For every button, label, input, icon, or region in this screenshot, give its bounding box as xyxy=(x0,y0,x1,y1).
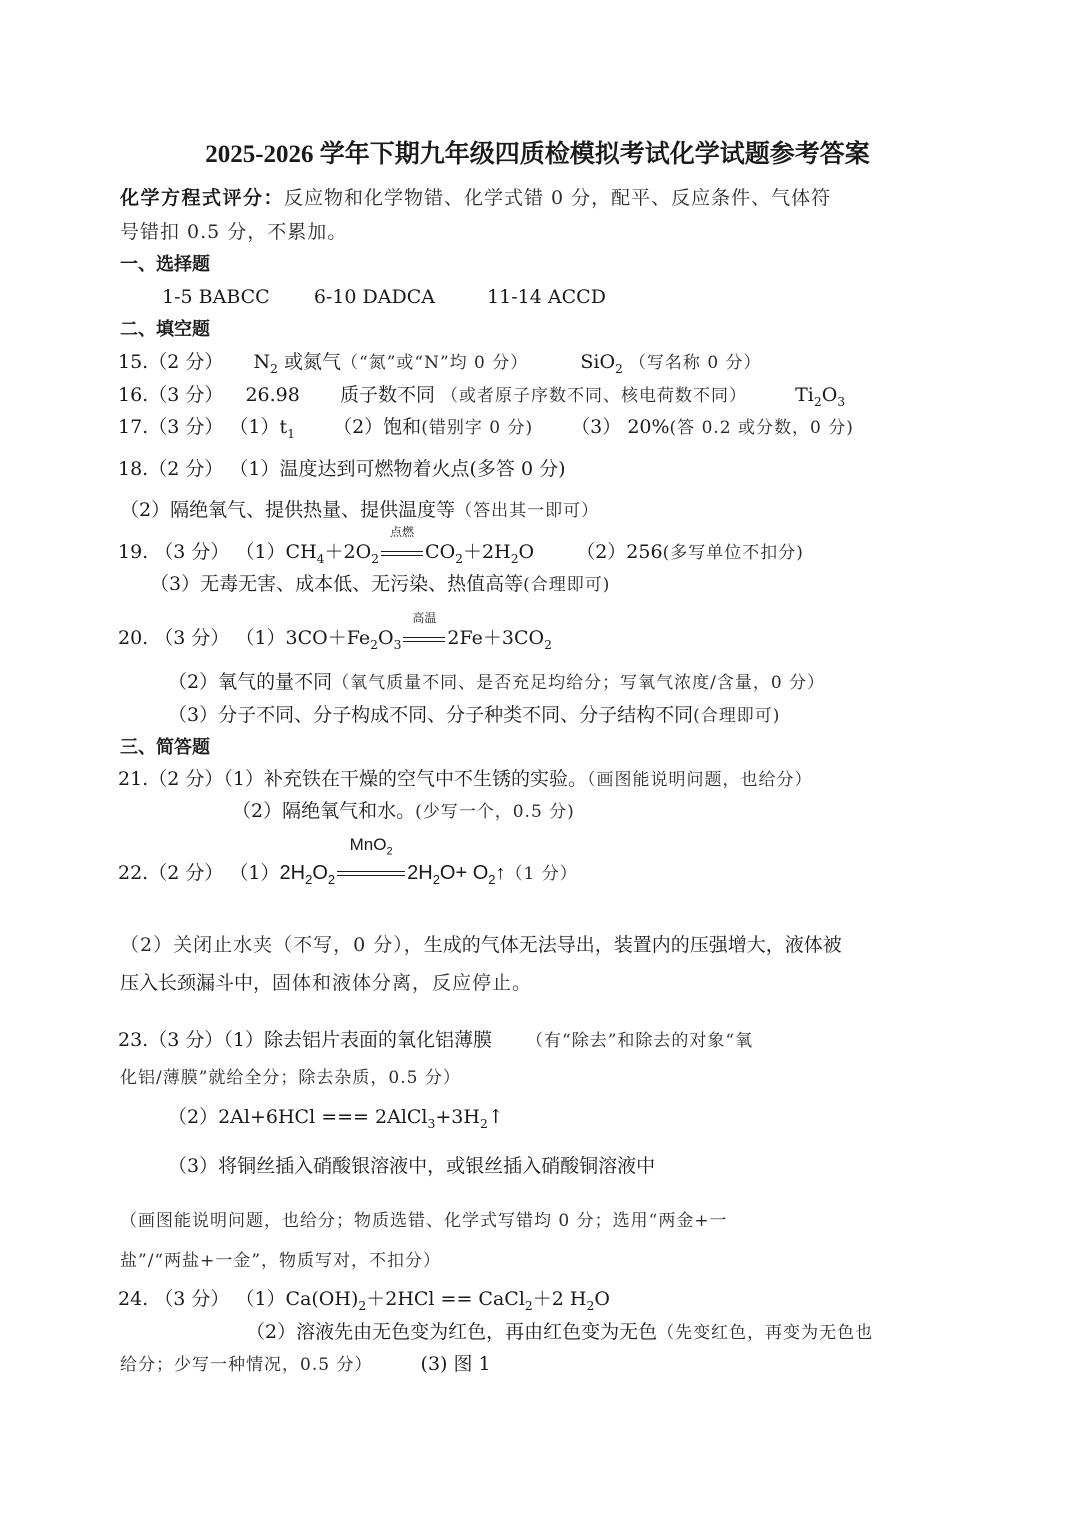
q20-condition: 高温 xyxy=(412,611,437,625)
mc-answers-6-10: 6-10 DADCA xyxy=(313,286,435,308)
q23-number: 23.（3 分） xyxy=(118,1029,224,1051)
q23-note-line1: （画图能说明问题，也给分；物质选错、化学式写错均 0 分；选用“两金+一 xyxy=(120,1211,728,1231)
q17-part2-note: (错别字 0 分) xyxy=(421,418,534,438)
mc-answers xyxy=(162,285,606,310)
q23-line2: 化铝/薄膜”就给全分；除去杂质，0.5 分） xyxy=(120,1068,461,1088)
q22-part2-c: 压入长颈漏斗中， xyxy=(120,972,273,994)
q24-number: 24. （3 分） xyxy=(118,1288,230,1310)
q19-line1 xyxy=(118,525,804,567)
q16-answer2: 质子数不同 xyxy=(339,384,435,406)
q23-line1 xyxy=(118,1028,753,1053)
q18-line2 xyxy=(120,498,599,523)
q19-number: 19. （3 分） xyxy=(118,541,230,563)
q18-part1: （1）温度达到可燃物着火点 xyxy=(229,458,470,480)
q20-part1: （1） xyxy=(235,627,286,649)
q19-equation: $CH_4+2O_2$ 点燃 $CO_2+2H_2O$ xyxy=(285,525,535,566)
q24-part2-note-b: 给分；少写一种情况，0.5 分） xyxy=(120,1355,373,1375)
q23-part1-note-a: （有“除去”和除去的对象“氧 xyxy=(526,1031,754,1051)
q20-line2 xyxy=(168,670,825,695)
scoring-rule-text1: 反应物和化学物错、化学式错 0 分，配平、反应条件、气体符 xyxy=(284,187,832,209)
q18-part2-note: （答出其一即可） xyxy=(455,501,600,521)
q15-formula-sio2: SiO$_2$ xyxy=(580,351,623,376)
section-heading-fill: 二、填空题 xyxy=(120,319,210,340)
q15-answer1: 或氮气 xyxy=(283,351,341,373)
q20-part3-note: (合理即可) xyxy=(693,706,781,726)
q22-condition-mno2: MnO$_2$ xyxy=(349,835,393,858)
q19-line2 xyxy=(150,572,610,597)
q16-formula-ti2o3: $Ti_2O_3$ xyxy=(795,384,846,409)
q17-answer3-note: (答 0.2 或分数，0 分) xyxy=(669,418,854,438)
q19-part3-note: (合理即可) xyxy=(523,575,611,595)
q24-part3: (3) 图 1 xyxy=(420,1353,491,1375)
q22-part2-a: （2）关闭止水夹（不写，0 分）， xyxy=(120,934,424,956)
q17-answer3: 20% xyxy=(627,416,670,438)
q22-equation: $2H_2O_2$ MnO$_2$ $2H_2O+$ $O_2↑$ xyxy=(279,835,506,887)
q15-answer2-note: （写名称 0 分） xyxy=(628,353,762,373)
q15-number: 15.（2 分） xyxy=(118,351,224,373)
q17-number: 17.（3 分） xyxy=(118,416,224,438)
q20-number: 20. （3 分） xyxy=(118,627,230,649)
q23-equation: 2Al+6HCl === $2AlCl_3+3H_2↑$ xyxy=(218,1106,504,1131)
q21-part2: （2）隔绝氧气和水。 xyxy=(232,800,416,822)
q18-number: 18.（2 分） xyxy=(118,458,224,480)
mc-answers-1-5: 1-5 BABCC xyxy=(162,286,270,308)
q24-line3 xyxy=(120,1352,491,1377)
q21-part2-note: (少写一个，0.5 分) xyxy=(415,802,575,822)
scoring-rule-line2: 号错扣 0.5 分，不累加。 xyxy=(120,221,348,243)
q24-line1 xyxy=(118,1287,610,1314)
q21-number: 21.（2 分） xyxy=(118,768,224,790)
q21-part1-note: （画图能说明问题，也给分） xyxy=(586,770,813,790)
q19-part2-note: (多写单位不扣分) xyxy=(662,543,804,563)
q19-condition: 点燃 xyxy=(390,525,415,539)
q17-part3: （3） xyxy=(571,416,622,438)
q22-line1 xyxy=(118,835,578,889)
q20-line1 xyxy=(118,611,552,653)
q20-part3: （3）分子不同、分子构成不同、分子种类不同、分子结构不同 xyxy=(168,704,694,726)
q17 xyxy=(118,415,854,442)
q22-line3 xyxy=(120,971,532,996)
section-heading-choice: 一、选择题 xyxy=(120,254,210,275)
q20-part2-note: （氧气质量不同、是否充足均给分；写氧气浓度/含量，0 分） xyxy=(332,673,826,693)
q20-line3 xyxy=(168,703,780,728)
page-title: 2025-2026 学年下期九年级四质检模拟考试化学试题参考答案 xyxy=(205,141,870,168)
q15 xyxy=(118,350,762,377)
q19-part1: （1） xyxy=(235,541,286,563)
q15-answer1-note: （“氮”或“N”均 0 分） xyxy=(341,353,529,373)
q24-part1: （1） xyxy=(235,1288,286,1310)
scoring-rule-label: 化学方程式评分： xyxy=(120,187,285,209)
mc-answers-11-14: 11-14 ACCD xyxy=(487,286,606,308)
q18-part2: （2）隔绝氧气、提供热量、提供温度等 xyxy=(120,499,456,521)
scoring-rule-line1 xyxy=(120,186,831,211)
q16 xyxy=(118,383,845,410)
q23-line3 xyxy=(168,1105,504,1132)
q17-part2: （2）饱和 xyxy=(333,416,422,438)
q24-part2: （2）溶液先由无色变为红色，再由红色变为无色 xyxy=(246,1321,658,1343)
q23-note-line2: 盐”/“两盐+一金”，物质写对，不扣分） xyxy=(120,1251,442,1271)
q17-formula-t1: $t_1$ xyxy=(279,416,295,441)
q21-line2 xyxy=(232,799,575,824)
q20-equation: $3CO+Fe_2O_3$ 高温 $2Fe+3CO_2$ xyxy=(285,611,552,652)
q22-part2-d: 固体和液体分离，反应停止。 xyxy=(272,972,533,994)
q22-part1: （1） xyxy=(229,862,280,884)
q22-line2 xyxy=(120,933,842,958)
q21-line1 xyxy=(118,767,812,792)
q20-part2: （2）氧气的量不同 xyxy=(168,671,333,693)
q24-part2-note-a: （先变红色，再变为无色也 xyxy=(657,1323,874,1343)
q18-part1-note: (多答 0 分) xyxy=(469,458,566,480)
q23-part2: （2） xyxy=(168,1106,219,1128)
q21-part1: （1）补充铁在干燥的空气中不生锈的实验。 xyxy=(223,768,587,790)
q22-part2-b: 生成的气体无法导出，装置内的压强增大，液体被 xyxy=(423,934,842,956)
q23-line4: （3）将铜丝插入硝酸银溶液中，或银丝插入硝酸铜溶液中 xyxy=(168,1155,656,1177)
q16-answer2-note: （或者原子序数不同、核电荷数不同） xyxy=(441,386,748,406)
q24-line2 xyxy=(246,1320,873,1345)
q15-formula-n2: $N_2$ xyxy=(253,351,278,376)
q22-number: 22.（2 分） xyxy=(118,862,224,884)
section-heading-short-answer: 三、简答题 xyxy=(120,737,210,758)
q23-part1: （1）除去铝片表面的氧化铝薄膜 xyxy=(223,1029,492,1051)
q18-line1 xyxy=(118,457,566,482)
q16-number: 16.（3 分） xyxy=(118,384,224,406)
q17-part1: （1） xyxy=(229,416,280,438)
q22-score-note: （1 分） xyxy=(505,864,578,884)
q24-equation: $Ca(OH)_2+2HCl$ == CaCl$_2$＋2 $H_2O$ xyxy=(285,1288,610,1313)
q19-part2: （2）256 xyxy=(576,541,663,563)
q16-answer1: 26.98 xyxy=(245,384,300,406)
q19-part3: （3）无毒无害、成本低、无污染、热值高等 xyxy=(150,573,524,595)
